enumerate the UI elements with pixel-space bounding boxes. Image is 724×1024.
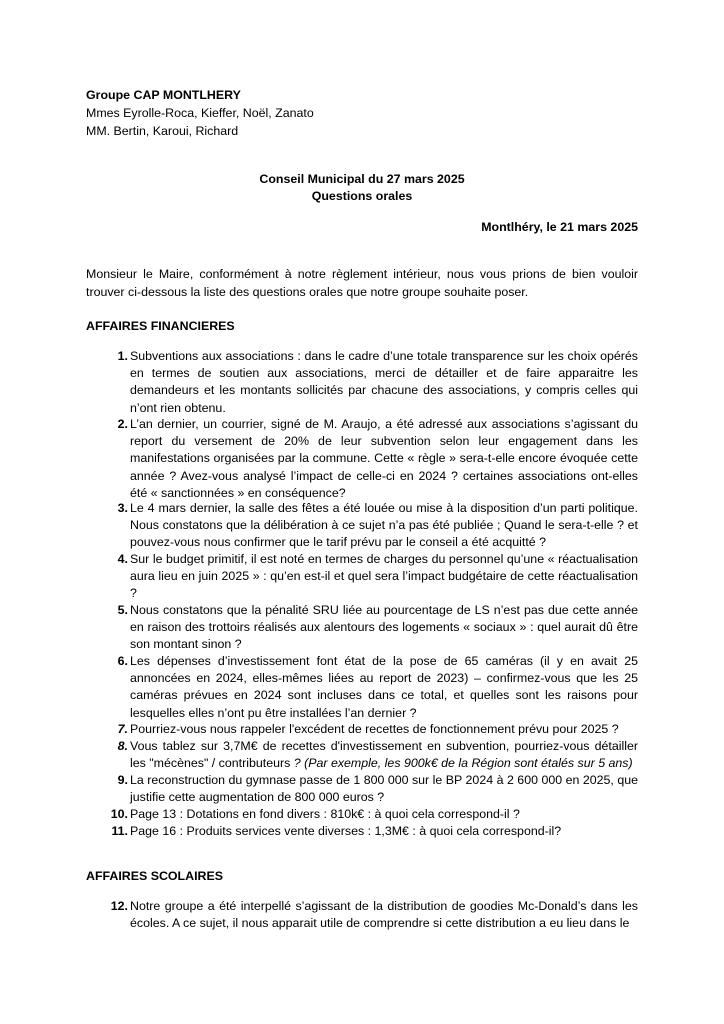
question-text: La reconstruction du gymnase passe de 1 800 000 sur le BP 2024 à 2 600 000 en 2025, que justifie cette augmentation de 800 000 euros ? bbox=[130, 773, 638, 805]
question-text: Page 13 : Dotations en fond divers : 810k€ : à quoi cela correspond-il ? bbox=[130, 807, 520, 821]
question-item-1 bbox=[108, 348, 638, 417]
group-name: Groupe CAP MONTLHERY bbox=[86, 88, 241, 102]
question-text: Pourriez-vous nous rappeler l'excédent de recettes de fonctionnement prévu pour 2025 ? bbox=[130, 722, 619, 736]
question-item-12 bbox=[108, 898, 638, 932]
question-text: Notre groupe a été interpellé s’agissant de la distribution de goodies Mc-Donald’s dans les écoles. A ce sujet, il nous apparait utile de comprendre si cette distribution a eu lieu dans le bbox=[130, 899, 638, 931]
question-item-2 bbox=[108, 416, 638, 502]
question-item-9 bbox=[108, 772, 638, 806]
question-item-6 bbox=[108, 653, 638, 722]
members-women: Mmes Eyrolle-Roca, Kieffer, Noël, Zanato bbox=[86, 106, 314, 120]
question-item-8 bbox=[108, 738, 638, 772]
question-number: 12. bbox=[110, 899, 128, 913]
question-item-5 bbox=[108, 602, 638, 654]
date-line: Montlhéry, le 21 mars 2025 bbox=[481, 220, 638, 234]
question-text: Les dépenses d’investissement font état de la pose de 65 caméras (il y en avait 25 annoncées en 2024, elles-mêmes liées au report de 2023) – confirmez-vous que les 25 caméras prévues en 2024 sont incluses dans ce total, et quelles sont les raisons pour lesquelles elles n’ont pu être installées l’an dernier ? bbox=[130, 654, 638, 720]
section-title-financieres: AFFAIRES FINANCIERES bbox=[86, 319, 235, 333]
members-men: MM. Bertin, Karoui, Richard bbox=[86, 124, 239, 138]
question-item-7 bbox=[108, 721, 638, 738]
question-number: 3. bbox=[117, 501, 128, 515]
question-item-10 bbox=[108, 806, 638, 823]
question-text: Page 16 : Produits services vente diverses : 1,3M€ : à quoi cela correspond-il? bbox=[130, 824, 562, 838]
question-number: 5. bbox=[117, 603, 128, 617]
question-text-main: Vous tablez sur 3,7M€ de recettes d'investissement en subvention, pourriez-vous détailler les "mécènes" / contributeurs bbox=[130, 739, 638, 771]
question-number: 2. bbox=[117, 417, 128, 431]
question-number: 10. bbox=[110, 807, 128, 821]
question-number: 11. bbox=[111, 824, 128, 838]
question-number: 8. bbox=[117, 739, 128, 753]
question-text-italic: ? (Par exemple, les 900k€ de la Région sont étalés sur 5 ans) bbox=[293, 756, 633, 771]
question-number: 1. bbox=[117, 349, 128, 363]
question-text: Nous constatons que la pénalité SRU liée au pourcentage de LS n’est pas due cette année en raison des trottoirs réalisés aux alentours des logements « sociaux » : quel aurait dû être son montant sinon ? bbox=[130, 603, 638, 652]
question-item-11 bbox=[108, 823, 638, 840]
intro-paragraph: Monsieur le Maire, conformément à notre règlement intérieur, nous vous prions de bien vouloir trouver ci-dessous la liste des questions orales que notre groupe souhaite poser. bbox=[86, 267, 638, 299]
question-text bbox=[130, 738, 638, 772]
section-title-scolaires: AFFAIRES SCOLAIRES bbox=[86, 869, 223, 883]
question-item-4 bbox=[108, 551, 638, 603]
document-title: Conseil Municipal du 27 mars 2025 bbox=[259, 172, 465, 186]
question-number: 7. bbox=[117, 722, 128, 736]
question-number: 4. bbox=[117, 552, 128, 566]
question-item-3 bbox=[108, 500, 638, 552]
question-text: Sur le budget primitif, il est noté en termes de charges du personnel qu’une « réactualisation aura lieu en juin 2025 » : qu’en est-il et quel sera l’impact budgétaire de cette réactualisation ? bbox=[130, 552, 638, 601]
question-number: 9. bbox=[117, 773, 128, 787]
document-subtitle: Questions orales bbox=[311, 189, 413, 203]
question-text: Le 4 mars dernier, la salle des fêtes a été louée ou mise à la disposition d’un parti politique. Nous constatons que la délibération à ce sujet n’a pas été publiée ; Quand le sera-t-elle ? et pouvez-vous nous confirmer que le tarif prévu par le conseil a été acquitté ? bbox=[130, 501, 638, 550]
question-text: Subventions aux associations : dans le cadre d’une totale transparence sur les choix opérés en termes de soutien aux associations, merci de détailler et de faire apparaitre les demandeurs et les montants sollicités par chacune des associations, y compris celles qui n’ont rien obtenu. bbox=[130, 349, 638, 415]
question-text: L’an dernier, un courrier, signé de M. Araujo, a été adressé aux associations s’agissant du report du versement de 20% de leur subvention selon leur engagement dans les manifestations organisées par la commune. Cette « règle » sera-t-elle encore évoquée cette année ? Avez-vous analysé l’impact de celle-ci en 2024 ? certaines associations ont-elles été « sanctionnées » en conséquence? bbox=[130, 417, 638, 500]
question-number: 6. bbox=[117, 654, 128, 668]
